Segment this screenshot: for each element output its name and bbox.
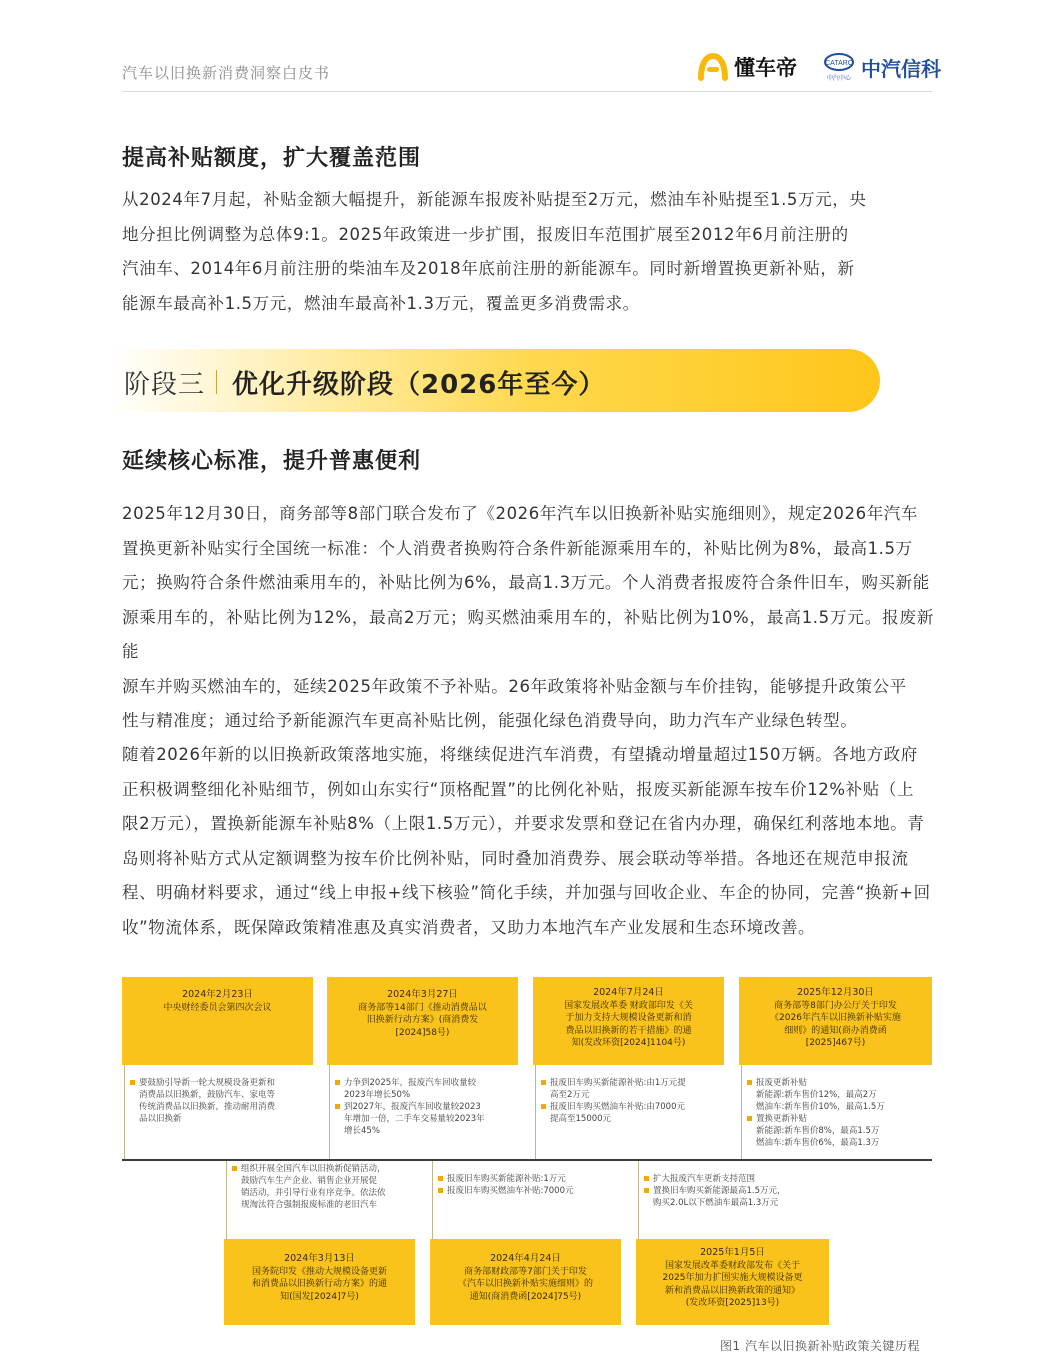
- timeline-note: 置换更新补贴: [747, 1113, 927, 1125]
- paragraph-line: 从2024年7月起，补贴金额大幅提升，新能源车报废补贴提至2万元，燃油车补贴提至1.5万元，央: [122, 190, 867, 209]
- timeline-event-text: (发改环资[2025]13号): [685, 1298, 780, 1308]
- timeline-note: 增长45%: [344, 1126, 380, 1136]
- stage-separator: [216, 370, 217, 394]
- section2-paragraph-1: [122, 497, 934, 739]
- document-title: 汽车以旧换新消费洞察白皮书: [122, 64, 331, 82]
- timeline-event-text: 商务部等8部门办公厅关于印发: [774, 1000, 897, 1011]
- timeline-event-text: 商务部等14部门《推动消费品以: [358, 1002, 487, 1013]
- paragraph-line: 2025年12月30日，商务部等8部门联合发布了《2026年汽车以旧换新补贴实施细则》，规定2026年汽车: [122, 504, 919, 523]
- timeline-event-text: 国务院印发《推动大规模设备更新: [251, 1266, 387, 1277]
- paragraph-line: 源乘用车的，补贴比例为12%，最高2万元；购买燃油乘用车的，补贴比例为10%，最高1.5万元。报废新能: [122, 607, 934, 661]
- timeline-note: 报废旧车购买燃油车补贴:由7000元: [541, 1101, 721, 1113]
- section1-heading: 提高补贴额度，扩大覆盖范围: [122, 146, 422, 171]
- paragraph-line: 收”物流体系，既保障政策精准惠及真实消费者，又助力本地汽车产业发展和生态环境改善。: [122, 917, 816, 937]
- timeline-event-box: [636, 1239, 829, 1325]
- timeline-event-box: [122, 977, 313, 1065]
- timeline-note: 销活动，并引导行业有序竞争。依法依: [241, 1188, 386, 1198]
- timeline-event-text: 新和消费品以旧换新政策的通知》: [664, 1285, 800, 1296]
- timeline-connector: [226, 1161, 227, 1239]
- section2-paragraph-2: [122, 738, 934, 945]
- timeline-note: 力争到2025年，报废汽车回收量较: [335, 1077, 515, 1089]
- timeline-note: 新能源:新车售价8%，最高1.5万: [756, 1126, 880, 1136]
- timeline-note: 燃油车:新车售价10%，最高1.5万: [756, 1102, 885, 1112]
- timeline-event-notes: [541, 1077, 721, 1125]
- paragraph-line: 性与精准度；通过给予新能源汽车更高补贴比例，能强化绿色消费导向，助力汽车产业绿色转型。: [122, 711, 858, 730]
- timeline-note: 要鼓励引导新一轮大规模设备更新和: [130, 1077, 310, 1089]
- header-divider: [122, 91, 932, 92]
- cata-logo-icon: [823, 52, 855, 82]
- timeline-event-text: 通知(商消费函[2024]75号): [469, 1291, 582, 1302]
- timeline-event-text: [2025]467号): [805, 1038, 866, 1048]
- timeline-event-date: 2024年7月24日: [593, 987, 664, 998]
- timeline-event-text: 细则》的通知(商办消费函: [784, 1025, 887, 1036]
- timeline-event-text: 旧换新行动方案》(商消费发: [366, 1015, 479, 1025]
- paragraph-line: 限2万元），置换新能源车补贴8%（上限1.5万元），并要求发票和登记在省内办理，确保红利落地本地。青: [122, 814, 925, 833]
- timeline-note: 品以旧换新: [139, 1114, 182, 1124]
- dongchedi-logo: [698, 52, 797, 82]
- timeline-note: 置换旧车购买新能源最高1.5万元，: [644, 1185, 824, 1197]
- timeline-note: 燃油车:新车售价6%，最高1.3万: [756, 1138, 880, 1148]
- timeline-note: 规淘汰符合强制报废标准的老旧汽车: [241, 1200, 378, 1210]
- dongchedi-logo-icon: [698, 52, 728, 82]
- cata-logo-subtext: 中汽中心: [826, 75, 851, 82]
- timeline-event-text: 费品以旧换新的若干措施》的通: [565, 1025, 692, 1036]
- timeline-note: 组织开展全国汽车以旧换新促销活动，: [232, 1163, 422, 1175]
- section1-paragraph: [122, 183, 934, 321]
- timeline-note: 新能源:新车售价12%，最高2万: [756, 1090, 877, 1100]
- timeline-event-text: [2024]58号): [395, 1027, 450, 1038]
- timeline-event-notes: [232, 1163, 422, 1211]
- timeline-event-box: [327, 977, 518, 1065]
- paragraph-line: 正积极调整细化补贴细节，例如山东实行“顶格配置”的比例化补贴，报废买新能源车按车价12%补贴（上: [122, 779, 915, 799]
- timeline-connector: [741, 1065, 742, 1159]
- timeline-event-text: 《汽车以旧换新补贴实施细则》的: [457, 1279, 593, 1289]
- paragraph-line: 随着2026年新的以旧换新政策落地实施，将继续促进汽车消费，有望撬动增量超过150万辆。各地方政府: [122, 745, 918, 764]
- timeline-event-text: 《2026年汽车以旧换新补贴实施: [770, 1013, 901, 1023]
- timeline-connector: [329, 1065, 330, 1159]
- paragraph-line: 能源车最高补1.5万元，燃油车最高补1.3万元，覆盖更多消费需求。: [122, 293, 640, 313]
- timeline-note: 消费品以旧换新，鼓励汽车、家电等: [139, 1090, 276, 1100]
- paragraph-line: 汽油车、2014年6月前注册的柴油车及2018年底前注册的新能源车。同时新增置换更新补贴，新: [122, 259, 855, 278]
- timeline-event-box: [533, 977, 724, 1065]
- timeline-note: 扩大报废汽车更新支持范围: [644, 1173, 824, 1185]
- timeline-event-date: 2025年12月30日: [797, 987, 874, 998]
- timeline-event-text: 中央财经委员会第四次会议: [163, 1002, 272, 1013]
- timeline-event-text: 国家发展改革委 财政部印发《关: [564, 1000, 693, 1011]
- paragraph-line: 元；换购符合条件燃油乘用车的，补贴比例为6%，最高1.3万元。个人消费者报废符合条件旧车，购买新能: [122, 573, 930, 592]
- timeline-note: 报废旧车购买新能源补贴:由1万元提: [541, 1077, 721, 1089]
- stage-title: 优化升级阶段（2026年至今）: [232, 370, 606, 400]
- timeline-note: 高至2万元: [550, 1090, 590, 1100]
- timeline-event-date: 2024年2月23日: [182, 989, 253, 1000]
- timeline-note: 购买2.0L以下燃油车最高1.3万元: [653, 1198, 779, 1208]
- timeline-connector: [124, 1065, 125, 1159]
- timeline-event-date: 2024年4月24日: [490, 1253, 561, 1264]
- timeline-note: 报废旧车购买燃油车补贴:7000元: [438, 1185, 618, 1197]
- paragraph-line: 地分担比例调整为总体9:1。2025年政策进一步扩围，报废旧车范围扩展至2012年6月前注册的: [122, 224, 849, 244]
- timeline-event-text: 于加力支持大规模设备更新和消: [565, 1013, 692, 1023]
- timeline-event-text: 国家发展改革委财政部发布《关于: [664, 1260, 800, 1271]
- timeline-note: 年增加一倍，二手车交易量较2023年: [344, 1114, 485, 1124]
- timeline-note: 报废更新补贴: [747, 1077, 927, 1089]
- timeline-event-notes: [335, 1077, 515, 1137]
- paragraph-line: 置换更新补贴实行全国统一标准：个人消费者换购符合条件新能源乘用车的，补贴比例为8%，最高1.5万: [122, 538, 913, 558]
- cata-logo: [823, 52, 941, 82]
- timeline-event-box: [430, 1239, 621, 1325]
- cata-logo-text: 中汽信科: [861, 56, 941, 81]
- timeline-event-notes: [130, 1077, 310, 1125]
- timeline-note: 提高至15000元: [550, 1114, 612, 1124]
- timeline-note: 传统消费品以旧换新，推动耐用消费: [139, 1102, 276, 1112]
- timeline-event-notes: [438, 1173, 618, 1197]
- timeline-event-text: 商务部财政部等7部门关于印发: [464, 1266, 587, 1277]
- timeline-connector: [432, 1161, 433, 1239]
- figure-caption: 图1 汽车以旧换新补贴政策关键历程: [720, 1339, 920, 1353]
- paragraph-line: 源车并购买燃油车的，延续2025年政策不予补贴。26年政策将补贴金额与车价挂钩，能够提升政策公平: [122, 676, 907, 696]
- timeline-event-box: [739, 977, 932, 1065]
- timeline-event-text: 知(发改环资[2024]1104号): [571, 1038, 686, 1048]
- paragraph-line: 岛则将补贴方式从定额调整为按车价比例补贴，同时叠加消费券、展会联动等举措。各地还在规范申报流: [122, 848, 909, 868]
- timeline-note: 报废旧车购买新能源补贴:1万元: [438, 1173, 618, 1185]
- section2-heading: 延续核心标准，提升普惠便利: [122, 449, 422, 474]
- timeline-event-notes: [644, 1173, 824, 1209]
- dongchedi-logo-text: 懂车帝: [734, 56, 797, 80]
- timeline-event-date: 2024年3月13日: [284, 1253, 355, 1264]
- timeline-event-text: 知(国发[2024]7号): [280, 1291, 359, 1302]
- timeline-axis: [122, 1159, 932, 1161]
- timeline-event-date: 2025年1月5日: [700, 1247, 765, 1258]
- timeline-event-notes: [747, 1077, 927, 1149]
- timeline-note: 到2027年，报废汽车回收量较2023: [335, 1101, 515, 1113]
- timeline-note: 2023年增长50%: [344, 1090, 411, 1100]
- timeline-event-text: 2025年加力扩围实施大规模设备更: [662, 1273, 803, 1283]
- timeline-event-date: 2024年3月27日: [387, 989, 458, 1000]
- timeline-note: 鼓励汽车生产企业、销售企业开展促: [241, 1176, 378, 1186]
- timeline-connector: [638, 1161, 639, 1239]
- timeline-connector: [535, 1065, 536, 1159]
- stage-label: 阶段三: [124, 370, 206, 400]
- timeline-event-box: [224, 1239, 415, 1325]
- paragraph-line: 程、明确材料要求，通过“线上申报+线下核验”简化手续，并加强与回收企业、车企的协同，完善“换新+回: [122, 883, 931, 902]
- svg-text:CATARC: CATARC: [825, 60, 853, 67]
- timeline-event-text: 和消费品以旧换新行动方案》的通: [251, 1279, 387, 1289]
